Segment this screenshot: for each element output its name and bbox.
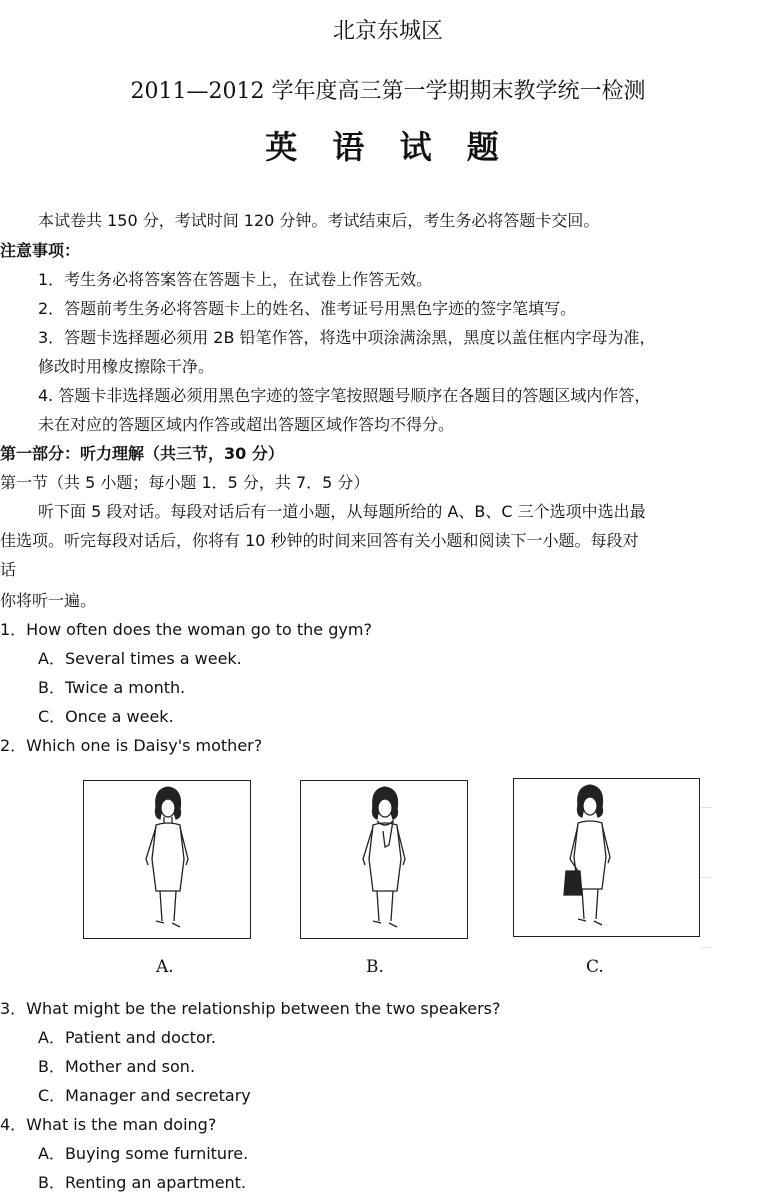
q3-option-a: A．Patient and doctor. (38, 1028, 216, 1047)
part1-heading: 第一部分：听力理解（共三节，30 分） (0, 444, 284, 463)
instructions-line-4: 你将听一遍。 (0, 591, 97, 610)
note-3a: 3．答题卡选择题必须用 2B 铅笔作答，将选中项涂满涂黑，黑度以盖住框内字母为准， (38, 328, 656, 347)
notes-heading: 注意事项： (0, 241, 81, 260)
note-3b: 修改时用橡皮擦除干净。 (38, 357, 215, 376)
note-1: 1．考生务必将答案答在答题卡上，在试卷上作答无效。 (38, 270, 433, 289)
woman-with-scarf-icon (301, 781, 467, 938)
figure-label-b: B. (366, 957, 384, 977)
bleed-through-mark: — (700, 870, 712, 884)
q1-option-c: C．Once a week. (38, 707, 174, 726)
q4-stem: 4．What is the man doing? (0, 1115, 217, 1134)
figure-label-c: C. (586, 957, 604, 977)
q2-stem: 2．Which one is Daisy's mother? (0, 736, 263, 755)
bleed-through-mark: — (700, 800, 712, 814)
woman-figure-icon (84, 781, 250, 938)
figure-option-c (513, 778, 700, 937)
q1-stem: 1．How often does the woman go to the gym? (0, 620, 372, 639)
figure-label-a: A. (156, 957, 174, 977)
q3-option-c: C．Manager and secretary (38, 1086, 251, 1105)
subject-title: 英 语 试 题 (265, 128, 511, 166)
note-4a: 4. 答题卡非选择题必须用黑色字迹的签字笔按照题号顺序在各题目的答题区域内作答， (38, 386, 651, 405)
intro-text: 本试卷共 150 分，考试时间 120 分钟。考试结束后，考生务必将答题卡交回。 (38, 211, 600, 230)
q3-stem: 3．What might be the relationship between the two speakers? (0, 999, 501, 1018)
figure-option-a (83, 780, 251, 939)
exam-title: 2011—2012 学年度高三第一学期期末教学统一检测 (130, 79, 646, 104)
q3-option-b: B．Mother and son. (38, 1057, 196, 1076)
instructions-line-1: 听下面 5 段对话。每段对话后有一道小题，从每题所给的 A、B、C 三个选项中选出最 (38, 502, 646, 521)
instructions-line-2: 佳选项。听完每段对话后，你将有 10 秒钟的时间来回答有关小题和阅读下一小题。每段对 (0, 531, 639, 550)
woman-with-handbag-icon (514, 779, 699, 936)
instructions-line-3: 话 (0, 560, 17, 579)
section1-heading: 第一节（共 5 小题；每小题 1．5 分，共 7．5 分） (0, 473, 370, 492)
note-4b: 未在对应的答题区域内作答或超出答题区域作答均不得分。 (38, 415, 455, 434)
figure-option-b (300, 780, 468, 939)
district-title: 北京东城区 (332, 19, 443, 44)
note-2: 2．答题前考生务必将答题卡上的姓名、准考证号用黑色字迹的签字笔填写。 (38, 299, 577, 318)
bleed-through-mark: — (700, 940, 712, 954)
q4-option-a: A．Buying some furniture. (38, 1144, 249, 1163)
q1-option-b: B．Twice a month. (38, 678, 186, 697)
q4-option-b: B．Renting an apartment. (38, 1173, 247, 1192)
q1-option-a: A．Several times a week. (38, 649, 242, 668)
